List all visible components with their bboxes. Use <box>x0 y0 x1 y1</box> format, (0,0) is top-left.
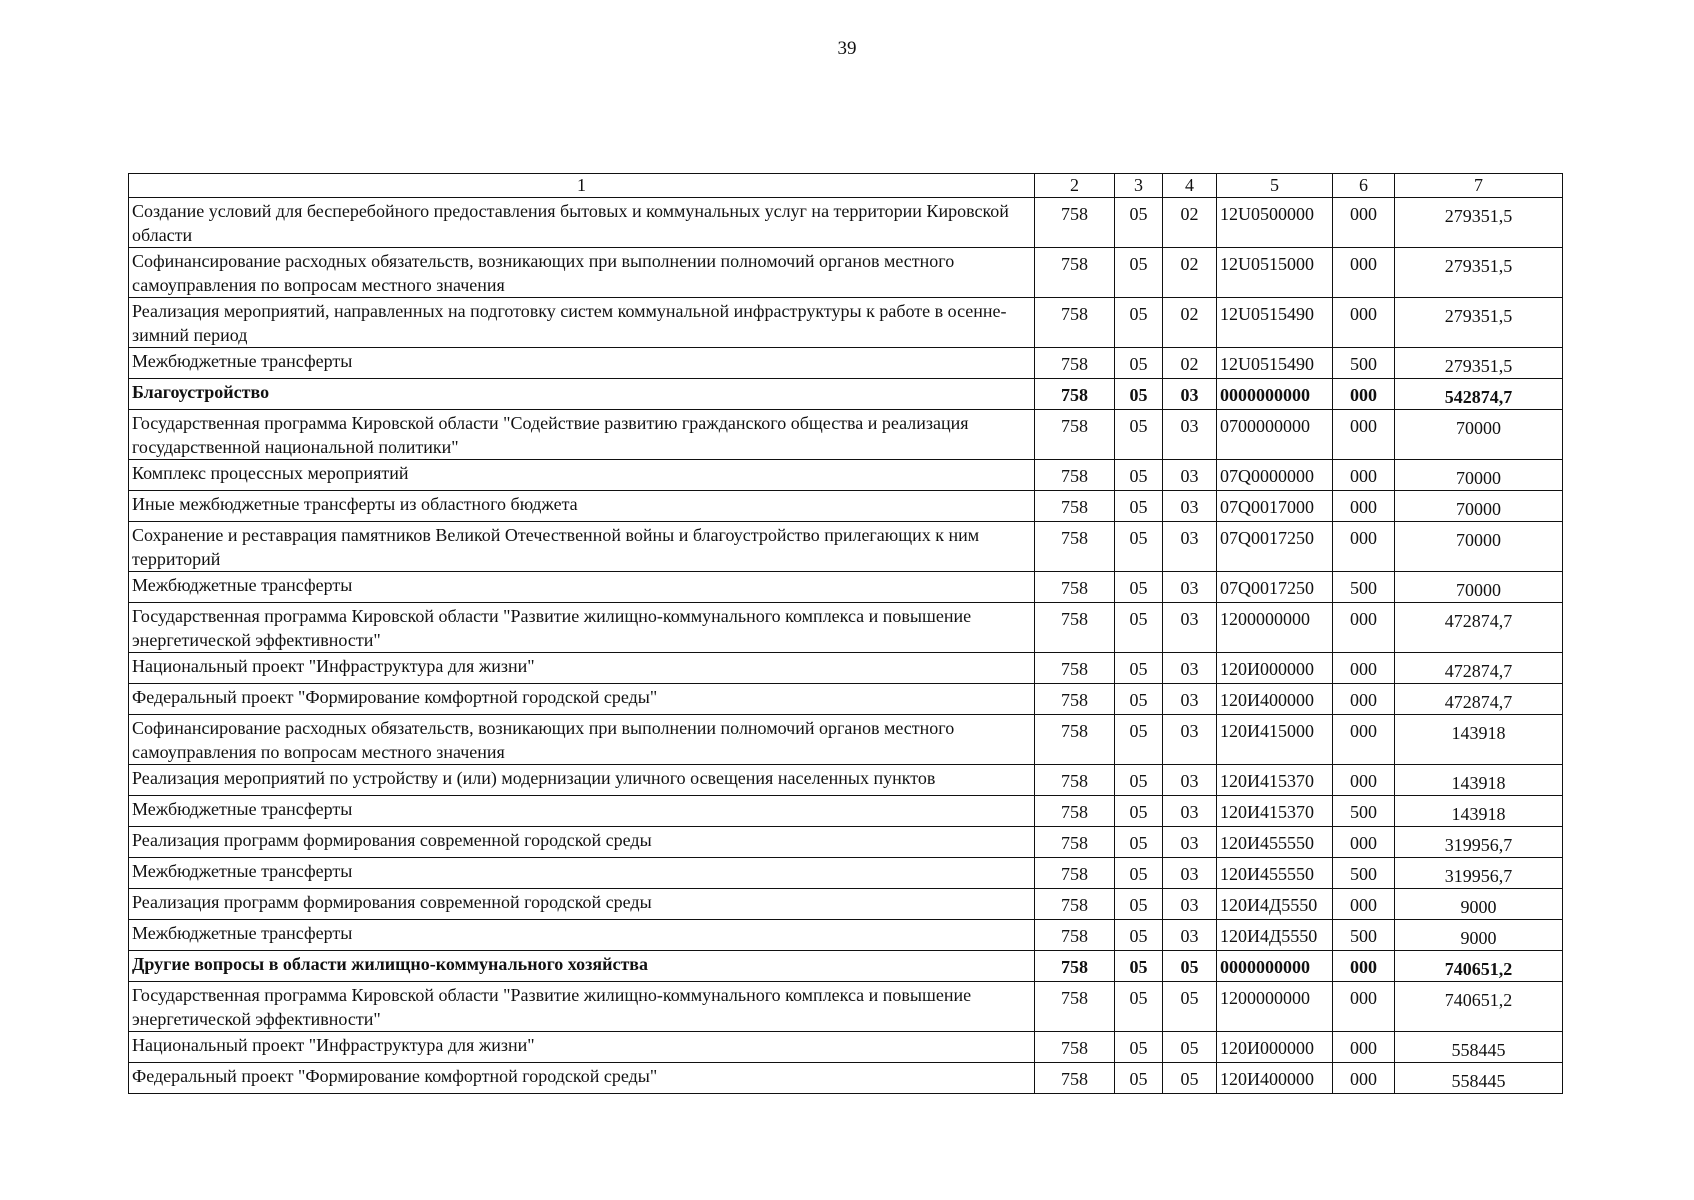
row-amount-cell: 143918 <box>1395 715 1563 765</box>
row-amount-cell: 472874,7 <box>1395 603 1563 653</box>
row-type-cell: 500 <box>1333 796 1395 827</box>
row-target-cell: 12U0515000 <box>1217 248 1333 298</box>
row-amount-cell: 472874,7 <box>1395 684 1563 715</box>
row-section-cell: 05 <box>1115 982 1163 1032</box>
row-name-cell: Реализация мероприятий, направленных на подготовку систем коммунальной инфраструктуры к работе в осенне-зимний период <box>129 298 1035 348</box>
row-section-cell: 05 <box>1115 248 1163 298</box>
row-type-cell: 000 <box>1333 379 1395 410</box>
row-target-cell: 120И400000 <box>1217 1063 1333 1094</box>
row-subsection-cell: 02 <box>1163 198 1217 248</box>
row-amount-cell: 558445 <box>1395 1032 1563 1063</box>
row-name-cell: Государственная программа Кировской области "Развитие жилищно-коммунального комплекса и повышение энергетической эффективности" <box>129 982 1035 1032</box>
table-row <box>129 684 1563 715</box>
row-section-cell: 05 <box>1115 715 1163 765</box>
row-amount-cell: 70000 <box>1395 491 1563 522</box>
row-subsection-cell: 03 <box>1163 920 1217 951</box>
row-type-cell: 000 <box>1333 765 1395 796</box>
row-code-cell: 758 <box>1035 982 1115 1032</box>
row-name-cell: Софинансирование расходных обязательств, возникающих при выполнении полномочий органов местного самоуправления по вопросам местного значения <box>129 248 1035 298</box>
row-name-cell: Межбюджетные трансферты <box>129 920 1035 951</box>
table-row <box>129 460 1563 491</box>
row-code-cell: 758 <box>1035 491 1115 522</box>
row-code-cell: 758 <box>1035 460 1115 491</box>
row-type-cell: 000 <box>1333 460 1395 491</box>
row-code-cell: 758 <box>1035 1063 1115 1094</box>
row-target-cell: 120И4Д5550 <box>1217 889 1333 920</box>
row-code-cell: 758 <box>1035 522 1115 572</box>
row-code-cell: 758 <box>1035 889 1115 920</box>
row-target-cell: 07Q0017250 <box>1217 522 1333 572</box>
row-amount-cell: 143918 <box>1395 765 1563 796</box>
row-amount-cell: 279351,5 <box>1395 348 1563 379</box>
row-section-cell: 05 <box>1115 858 1163 889</box>
table-row <box>129 198 1563 248</box>
row-subsection-cell: 05 <box>1163 982 1217 1032</box>
row-target-cell: 07Q0017000 <box>1217 491 1333 522</box>
row-section-cell: 05 <box>1115 522 1163 572</box>
row-subsection-cell: 03 <box>1163 410 1217 460</box>
row-section-cell: 05 <box>1115 796 1163 827</box>
table-row <box>129 491 1563 522</box>
row-section-cell: 05 <box>1115 1063 1163 1094</box>
row-subsection-cell: 05 <box>1163 951 1217 982</box>
row-target-cell: 120И415370 <box>1217 796 1333 827</box>
row-name-cell: Государственная программа Кировской области "Развитие жилищно-коммунального комплекса и повышение энергетической эффективности" <box>129 603 1035 653</box>
header-cell: 1 <box>129 174 1035 198</box>
row-name-cell: Сохранение и реставрация памятников Великой Отечественной войны и благоустройство прилегающих к ним территорий <box>129 522 1035 572</box>
row-target-cell: 12U0515490 <box>1217 298 1333 348</box>
row-code-cell: 758 <box>1035 410 1115 460</box>
row-section-cell: 05 <box>1115 348 1163 379</box>
table-row <box>129 298 1563 348</box>
row-type-cell: 000 <box>1333 1063 1395 1094</box>
row-type-cell: 500 <box>1333 572 1395 603</box>
row-amount-cell: 9000 <box>1395 889 1563 920</box>
row-section-cell: 05 <box>1115 379 1163 410</box>
row-subsection-cell: 03 <box>1163 653 1217 684</box>
row-type-cell: 000 <box>1333 248 1395 298</box>
row-target-cell: 0000000000 <box>1217 379 1333 410</box>
table-row <box>129 348 1563 379</box>
table-row <box>129 1032 1563 1063</box>
table-row <box>129 951 1563 982</box>
row-subsection-cell: 03 <box>1163 572 1217 603</box>
row-code-cell: 758 <box>1035 198 1115 248</box>
row-code-cell: 758 <box>1035 603 1115 653</box>
row-subsection-cell: 03 <box>1163 858 1217 889</box>
row-section-cell: 05 <box>1115 951 1163 982</box>
header-cell: 4 <box>1163 174 1217 198</box>
row-name-cell: Межбюджетные трансферты <box>129 858 1035 889</box>
row-target-cell: 120И415000 <box>1217 715 1333 765</box>
row-type-cell: 500 <box>1333 858 1395 889</box>
row-type-cell: 000 <box>1333 198 1395 248</box>
row-subsection-cell: 03 <box>1163 765 1217 796</box>
page-number: 39 <box>837 38 857 59</box>
row-subsection-cell: 02 <box>1163 298 1217 348</box>
row-amount-cell: 70000 <box>1395 460 1563 491</box>
row-section-cell: 05 <box>1115 298 1163 348</box>
row-name-cell: Комплекс процессных мероприятий <box>129 460 1035 491</box>
table-row <box>129 603 1563 653</box>
row-subsection-cell: 03 <box>1163 522 1217 572</box>
row-amount-cell: 740651,2 <box>1395 951 1563 982</box>
row-amount-cell: 319956,7 <box>1395 858 1563 889</box>
row-name-cell: Реализация программ формирования современной городской среды <box>129 889 1035 920</box>
row-code-cell: 758 <box>1035 1032 1115 1063</box>
row-name-cell: Другие вопросы в области жилищно-коммунального хозяйства <box>129 951 1035 982</box>
row-subsection-cell: 05 <box>1163 1032 1217 1063</box>
row-code-cell: 758 <box>1035 653 1115 684</box>
row-section-cell: 05 <box>1115 603 1163 653</box>
row-name-cell: Национальный проект "Инфраструктура для жизни" <box>129 1032 1035 1063</box>
row-section-cell: 05 <box>1115 684 1163 715</box>
row-amount-cell: 70000 <box>1395 522 1563 572</box>
row-target-cell: 120И455550 <box>1217 858 1333 889</box>
row-subsection-cell: 03 <box>1163 603 1217 653</box>
table-row <box>129 248 1563 298</box>
row-name-cell: Реализация мероприятий по устройству и (или) модернизации уличного освещения населенных пунктов <box>129 765 1035 796</box>
row-code-cell: 758 <box>1035 715 1115 765</box>
table-row <box>129 889 1563 920</box>
row-target-cell: 120И4Д5550 <box>1217 920 1333 951</box>
row-type-cell: 000 <box>1333 298 1395 348</box>
row-amount-cell: 70000 <box>1395 410 1563 460</box>
row-subsection-cell: 03 <box>1163 796 1217 827</box>
row-section-cell: 05 <box>1115 491 1163 522</box>
row-code-cell: 758 <box>1035 572 1115 603</box>
row-code-cell: 758 <box>1035 951 1115 982</box>
row-section-cell: 05 <box>1115 572 1163 603</box>
row-type-cell: 000 <box>1333 951 1395 982</box>
row-type-cell: 000 <box>1333 522 1395 572</box>
header-cell: 2 <box>1035 174 1115 198</box>
header-row <box>129 174 1563 198</box>
row-section-cell: 05 <box>1115 920 1163 951</box>
row-target-cell: 120И000000 <box>1217 1032 1333 1063</box>
row-name-cell: Межбюджетные трансферты <box>129 348 1035 379</box>
row-section-cell: 05 <box>1115 410 1163 460</box>
row-type-cell: 000 <box>1333 827 1395 858</box>
row-type-cell: 000 <box>1333 653 1395 684</box>
row-code-cell: 758 <box>1035 248 1115 298</box>
row-section-cell: 05 <box>1115 198 1163 248</box>
row-target-cell: 120И455550 <box>1217 827 1333 858</box>
table-row <box>129 715 1563 765</box>
row-type-cell: 000 <box>1333 684 1395 715</box>
row-section-cell: 05 <box>1115 460 1163 491</box>
row-target-cell: 120И415370 <box>1217 765 1333 796</box>
row-target-cell: 1200000000 <box>1217 982 1333 1032</box>
row-target-cell: 1200000000 <box>1217 603 1333 653</box>
row-subsection-cell: 03 <box>1163 715 1217 765</box>
row-type-cell: 500 <box>1333 348 1395 379</box>
row-type-cell: 000 <box>1333 410 1395 460</box>
table-row <box>129 653 1563 684</box>
row-subsection-cell: 03 <box>1163 379 1217 410</box>
table-row <box>129 522 1563 572</box>
table-row <box>129 982 1563 1032</box>
header-cell: 7 <box>1395 174 1563 198</box>
row-section-cell: 05 <box>1115 889 1163 920</box>
budget-table <box>128 173 1563 1094</box>
table-row <box>129 379 1563 410</box>
row-section-cell: 05 <box>1115 765 1163 796</box>
row-target-cell: 120И400000 <box>1217 684 1333 715</box>
row-code-cell: 758 <box>1035 348 1115 379</box>
row-subsection-cell: 03 <box>1163 491 1217 522</box>
row-code-cell: 758 <box>1035 684 1115 715</box>
row-section-cell: 05 <box>1115 827 1163 858</box>
row-subsection-cell: 05 <box>1163 1063 1217 1094</box>
row-type-cell: 000 <box>1333 715 1395 765</box>
row-name-cell: Межбюджетные трансферты <box>129 796 1035 827</box>
row-type-cell: 000 <box>1333 603 1395 653</box>
row-name-cell: Государственная программа Кировской области "Содействие развитию гражданского общества и реализация государственной национальной политики" <box>129 410 1035 460</box>
row-amount-cell: 279351,5 <box>1395 298 1563 348</box>
row-type-cell: 000 <box>1333 1032 1395 1063</box>
row-amount-cell: 70000 <box>1395 572 1563 603</box>
table-row <box>129 858 1563 889</box>
row-amount-cell: 542874,7 <box>1395 379 1563 410</box>
row-subsection-cell: 03 <box>1163 684 1217 715</box>
row-amount-cell: 472874,7 <box>1395 653 1563 684</box>
row-amount-cell: 9000 <box>1395 920 1563 951</box>
row-subsection-cell: 02 <box>1163 348 1217 379</box>
row-name-cell: Создание условий для бесперебойного предоставления бытовых и коммунальных услуг на территории Кировской области <box>129 198 1035 248</box>
row-code-cell: 758 <box>1035 298 1115 348</box>
row-code-cell: 758 <box>1035 379 1115 410</box>
row-amount-cell: 319956,7 <box>1395 827 1563 858</box>
row-amount-cell: 740651,2 <box>1395 982 1563 1032</box>
table-body <box>129 198 1563 1094</box>
row-target-cell: 07Q0000000 <box>1217 460 1333 491</box>
header-cell: 6 <box>1333 174 1395 198</box>
row-subsection-cell: 03 <box>1163 889 1217 920</box>
table-row <box>129 1063 1563 1094</box>
row-name-cell: Иные межбюджетные трансферты из областного бюджета <box>129 491 1035 522</box>
table-row <box>129 765 1563 796</box>
row-type-cell: 500 <box>1333 920 1395 951</box>
row-name-cell: Межбюджетные трансферты <box>129 572 1035 603</box>
row-amount-cell: 558445 <box>1395 1063 1563 1094</box>
row-target-cell: 12U0515490 <box>1217 348 1333 379</box>
row-subsection-cell: 03 <box>1163 827 1217 858</box>
table-row <box>129 796 1563 827</box>
row-target-cell: 120И000000 <box>1217 653 1333 684</box>
row-type-cell: 000 <box>1333 982 1395 1032</box>
row-amount-cell: 143918 <box>1395 796 1563 827</box>
table-row <box>129 410 1563 460</box>
row-code-cell: 758 <box>1035 765 1115 796</box>
row-target-cell: 12U0500000 <box>1217 198 1333 248</box>
row-name-cell: Федеральный проект "Формирование комфортной городской среды" <box>129 1063 1035 1094</box>
row-type-cell: 000 <box>1333 889 1395 920</box>
row-target-cell: 07Q0017250 <box>1217 572 1333 603</box>
row-name-cell: Софинансирование расходных обязательств, возникающих при выполнении полномочий органов местного самоуправления по вопросам местного значения <box>129 715 1035 765</box>
header-cell: 5 <box>1217 174 1333 198</box>
row-code-cell: 758 <box>1035 796 1115 827</box>
row-subsection-cell: 03 <box>1163 460 1217 491</box>
table-row <box>129 827 1563 858</box>
row-target-cell: 0000000000 <box>1217 951 1333 982</box>
row-name-cell: Реализация программ формирования современной городской среды <box>129 827 1035 858</box>
row-type-cell: 000 <box>1333 491 1395 522</box>
row-name-cell: Национальный проект "Инфраструктура для жизни" <box>129 653 1035 684</box>
row-section-cell: 05 <box>1115 1032 1163 1063</box>
table-row <box>129 572 1563 603</box>
row-section-cell: 05 <box>1115 653 1163 684</box>
table-row <box>129 920 1563 951</box>
row-subsection-cell: 02 <box>1163 248 1217 298</box>
row-amount-cell: 279351,5 <box>1395 198 1563 248</box>
row-code-cell: 758 <box>1035 858 1115 889</box>
row-name-cell: Федеральный проект "Формирование комфортной городской среды" <box>129 684 1035 715</box>
header-cell: 3 <box>1115 174 1163 198</box>
row-code-cell: 758 <box>1035 920 1115 951</box>
row-amount-cell: 279351,5 <box>1395 248 1563 298</box>
row-target-cell: 0700000000 <box>1217 410 1333 460</box>
row-name-cell: Благоустройство <box>129 379 1035 410</box>
row-code-cell: 758 <box>1035 827 1115 858</box>
